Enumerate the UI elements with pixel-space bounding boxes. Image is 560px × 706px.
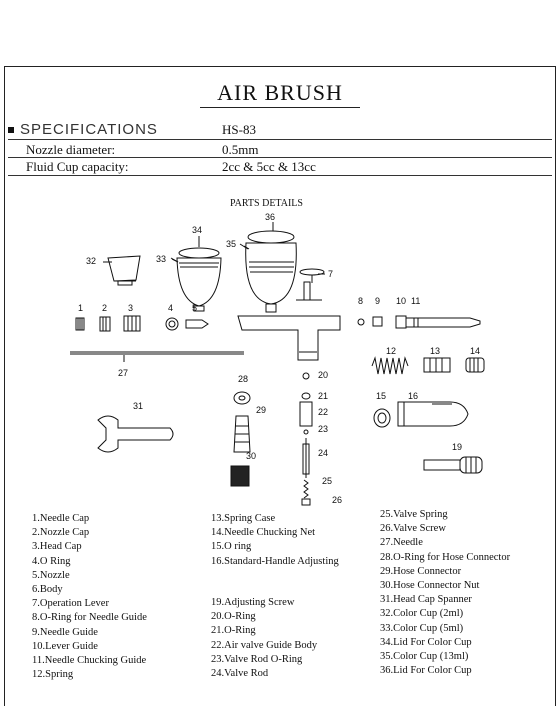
parts-list-item: 20.O-Ring xyxy=(211,611,256,623)
spec-label-cup: Fluid Cup capacity: xyxy=(26,159,129,174)
callout-1: 1 xyxy=(78,303,84,313)
callout-3: 3 xyxy=(128,303,134,313)
part-27-needle xyxy=(70,352,244,354)
callout-25: 25 xyxy=(322,476,333,486)
parts-list-col2a xyxy=(211,512,339,569)
callout-19: 19 xyxy=(452,442,463,452)
callout-28: 28 xyxy=(238,374,249,384)
callout-21: 21 xyxy=(318,391,329,401)
parts-list-col1 xyxy=(32,512,147,682)
callout-35: 35 xyxy=(226,239,237,249)
parts-list-item: 29.Hose Connector xyxy=(380,565,462,577)
parts-list-item: 36.Lid For Color Cup xyxy=(380,665,472,677)
callout-23: 23 xyxy=(318,424,329,434)
part-12-spring xyxy=(372,358,408,374)
part-35-color-cup-13ml xyxy=(244,223,296,312)
callout-31: 31 xyxy=(133,401,144,411)
part-16-handle xyxy=(398,402,468,426)
parts-8-11-needle-guides xyxy=(358,316,480,328)
spec-label-nozzle: Nozzle diameter: xyxy=(26,142,116,157)
callout-16: 16 xyxy=(408,391,419,401)
parts-list-col3 xyxy=(380,508,510,678)
callout-24: 24 xyxy=(318,448,329,458)
callout-29: 29 xyxy=(256,405,267,415)
part-6-body xyxy=(238,282,340,360)
parts-list-item: 8.O-Ring for Needle Guide xyxy=(32,612,147,624)
callout-30: 30 xyxy=(246,451,257,461)
callout-11: 11 xyxy=(411,296,421,306)
parts-28-30-hose-connector xyxy=(231,392,250,486)
parts-list-item: 12.Spring xyxy=(32,669,74,681)
callout-36: 36 xyxy=(265,212,276,222)
parts-list-item: 33.Color Cup (5ml) xyxy=(380,622,464,634)
parts-list-item: 21.O-Ring xyxy=(211,625,256,637)
parts-list-item: 9.Needle Guide xyxy=(32,626,98,638)
parts-list-item: 11.Needle Chucking Guide xyxy=(32,655,147,667)
part-33-color-cup-5ml xyxy=(172,240,221,311)
parts-list-item: 19.Adjusting Screw xyxy=(211,597,295,608)
callout-27: 27 xyxy=(118,368,129,378)
part-31-head-cap-spanner xyxy=(98,416,173,452)
callout-5: 5 xyxy=(192,303,198,313)
parts-list-item: 4.O Ring xyxy=(32,555,71,567)
parts-list-item: 34.Lid For Color Cup xyxy=(380,636,472,648)
part-32-color-cup-2ml xyxy=(104,256,140,285)
callout-7: 7 xyxy=(328,269,334,279)
parts-list-item: 10.Lever Guide xyxy=(32,640,98,652)
callout-12: 12 xyxy=(386,346,397,356)
parts-list-item: 31.Head Cap Spanner xyxy=(380,594,472,606)
specifications-label: SPECIFICATIONS xyxy=(20,121,158,138)
parts-1-5-nozzle-fittings xyxy=(76,316,208,331)
parts-details-title: PARTS DETAILS xyxy=(230,198,303,209)
parts-list-item: 27.Needle xyxy=(380,537,423,549)
part-19-adjusting-screw xyxy=(424,457,482,473)
callout-15: 15 xyxy=(376,391,387,401)
callout-34: 34 xyxy=(192,225,203,235)
parts-list-item: 13.Spring Case xyxy=(211,513,276,524)
parts-list-item: 24.Valve Rod xyxy=(211,668,269,680)
callout-32: 32 xyxy=(86,256,97,266)
part-13-spring-case xyxy=(424,358,450,372)
parts-list-item: 22.Air valve Guide Body xyxy=(211,639,318,651)
parts-list-item: 5.Nozzle xyxy=(32,569,70,581)
parts-list-item: 25.Valve Spring xyxy=(380,509,448,520)
callout-22: 22 xyxy=(318,407,329,417)
parts-list-item: 7.Operation Lever xyxy=(32,598,109,610)
part-7-operation-lever xyxy=(300,269,324,283)
callout-2: 2 xyxy=(102,303,108,313)
model-number: HS-83 xyxy=(222,122,256,137)
callout-8: 8 xyxy=(358,296,364,306)
spec-value-cup: 2cc & 5cc & 13cc xyxy=(222,159,316,174)
parts-list-item: 1.Needle Cap xyxy=(32,513,90,524)
parts-list-item: 23.Valve Rod O-Ring xyxy=(211,653,303,665)
callout-26: 26 xyxy=(332,495,343,505)
callout-9: 9 xyxy=(375,296,381,306)
parts-list-item: 35.Color Cup (13ml) xyxy=(380,651,469,663)
parts-list-item: 14.Needle Chucking Net xyxy=(211,527,316,539)
parts-list-item: 15.O ring xyxy=(211,541,252,553)
part-14-needle-chucking-net xyxy=(466,358,484,372)
parts-list-item: 2.Nozzle Cap xyxy=(32,527,90,539)
callout-4: 4 xyxy=(168,303,174,313)
parts-list-item: 6.Body xyxy=(32,584,63,596)
spec-value-nozzle: 0.5mm xyxy=(222,142,259,157)
parts-list-item: 26.Valve Screw xyxy=(380,523,446,535)
callout-10: 10 xyxy=(396,296,407,306)
part-15-o-ring xyxy=(374,409,390,427)
parts-list-item: 16.Standard-Handle Adjusting xyxy=(211,555,339,567)
parts-list-col2b xyxy=(211,596,317,681)
parts-list-item: 30.Hose Connector Nut xyxy=(380,580,480,592)
callout-13: 13 xyxy=(430,346,441,356)
page-title: AIR BRUSH xyxy=(217,80,343,105)
parts-list-item: 3.Head Cap xyxy=(32,541,82,553)
callout-33: 33 xyxy=(156,254,167,264)
callout-14: 14 xyxy=(470,346,481,356)
callout-20: 20 xyxy=(318,370,329,380)
parts-list-item: 28.O-Ring for Hose Connector xyxy=(380,551,511,563)
parts-20-26-air-valve xyxy=(300,373,312,505)
parts-list-item: 32.Color Cup (2ml) xyxy=(380,608,464,620)
